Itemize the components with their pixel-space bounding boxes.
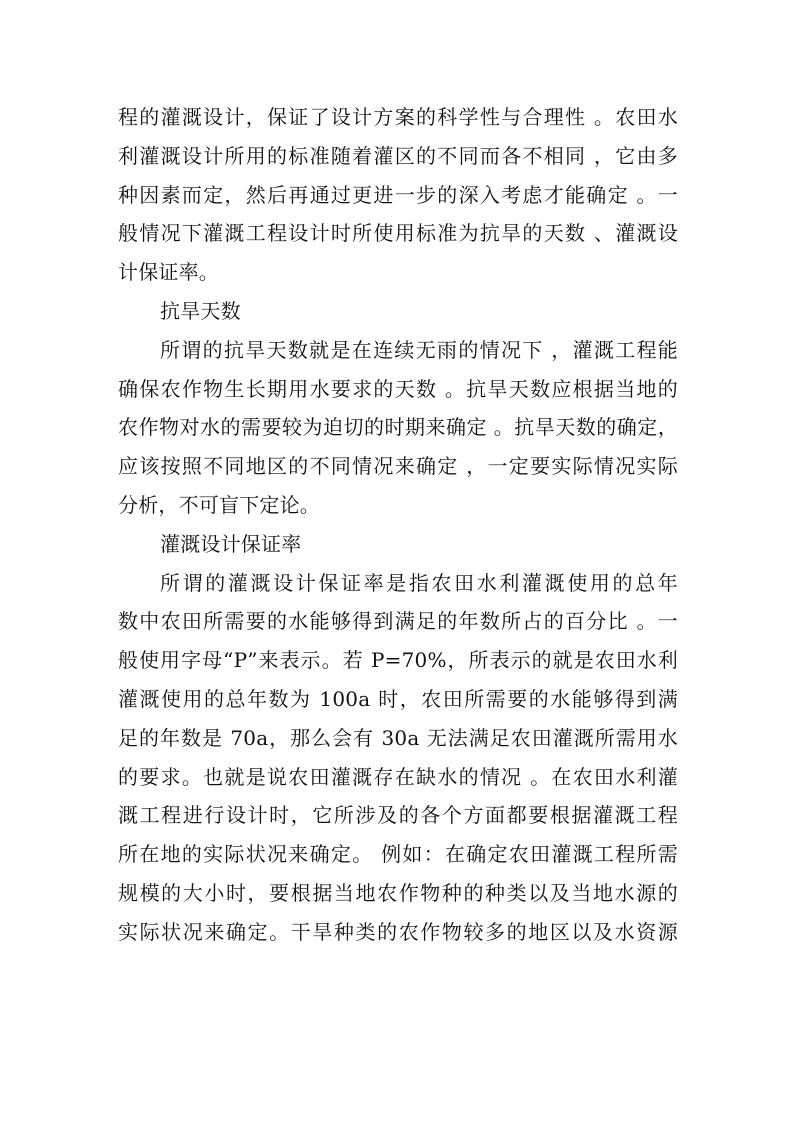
text-line: 规模的大小时，要根据当地农作物种的种类以及当地水源的 (118, 880, 678, 905)
text-line: 足的年数是 70a，那么会有 30a 无法满足农田灌溉所需用水 (118, 725, 678, 750)
text-line: 所在地的实际状况来确定。 例如：在确定农田灌溉工程所需 (118, 842, 678, 867)
text-line: 般使用字母“P”来表示。若 P=70%，所表示的就是农田水利 (118, 648, 678, 673)
text-line: 的要求。也就是说农田灌溉存在缺水的情况 。在农田水利灌 (118, 764, 678, 789)
text-line: 应该按照不同地区的不同情况来确定 ，一定要实际情况实际 (118, 454, 678, 479)
text-line: 灌溉使用的总年数为 100a 时，农田所需要的水能够得到满 (118, 686, 678, 711)
text-line: 所谓的灌溉设计保证率是指农田水利灌溉使用的总年 (160, 570, 678, 595)
text-line: 确保农作物生长期用水要求的天数 。抗旱天数应根据当地的 (118, 376, 678, 401)
section-heading: 抗旱天数 (160, 298, 241, 323)
text-line: 农作物对水的需要较为迫切的时期来确定 。抗旱天数的确定， (118, 415, 678, 440)
body-text (118, 98, 678, 952)
text-line: 溉工程进行设计时，它所涉及的各个方面都要根据灌溉工程 (118, 803, 678, 828)
text-line: 数中农田所需要的水能够得到满足的年数所占的百分比 。一 (118, 609, 678, 634)
text-line: 利灌溉设计所用的标准随着灌区的不同而各不相同 ，它由多 (118, 143, 678, 168)
section-heading: 灌溉设计保证率 (160, 531, 302, 556)
text-line: 程的灌溉设计，保证了设计方案的科学性与合理性 。农田水 (118, 105, 678, 129)
text-line: 种因素而定，然后再通过更进一步的深入考虑才能确定 。一 (118, 182, 678, 207)
text-line: 计保证率。 (118, 260, 219, 285)
text-line: 实际状况来确定。干旱种类的农作物较多的地区以及水资源 (118, 919, 678, 944)
text-line: 般情况下灌溉工程设计时所使用标准为抗旱的天数 、灌溉设 (118, 221, 678, 246)
text-line: 分析，不可盲下定论。 (118, 492, 320, 517)
text-line: 所谓的抗旱天数就是在连续无雨的情况下 ，灌溉工程能 (160, 337, 678, 362)
